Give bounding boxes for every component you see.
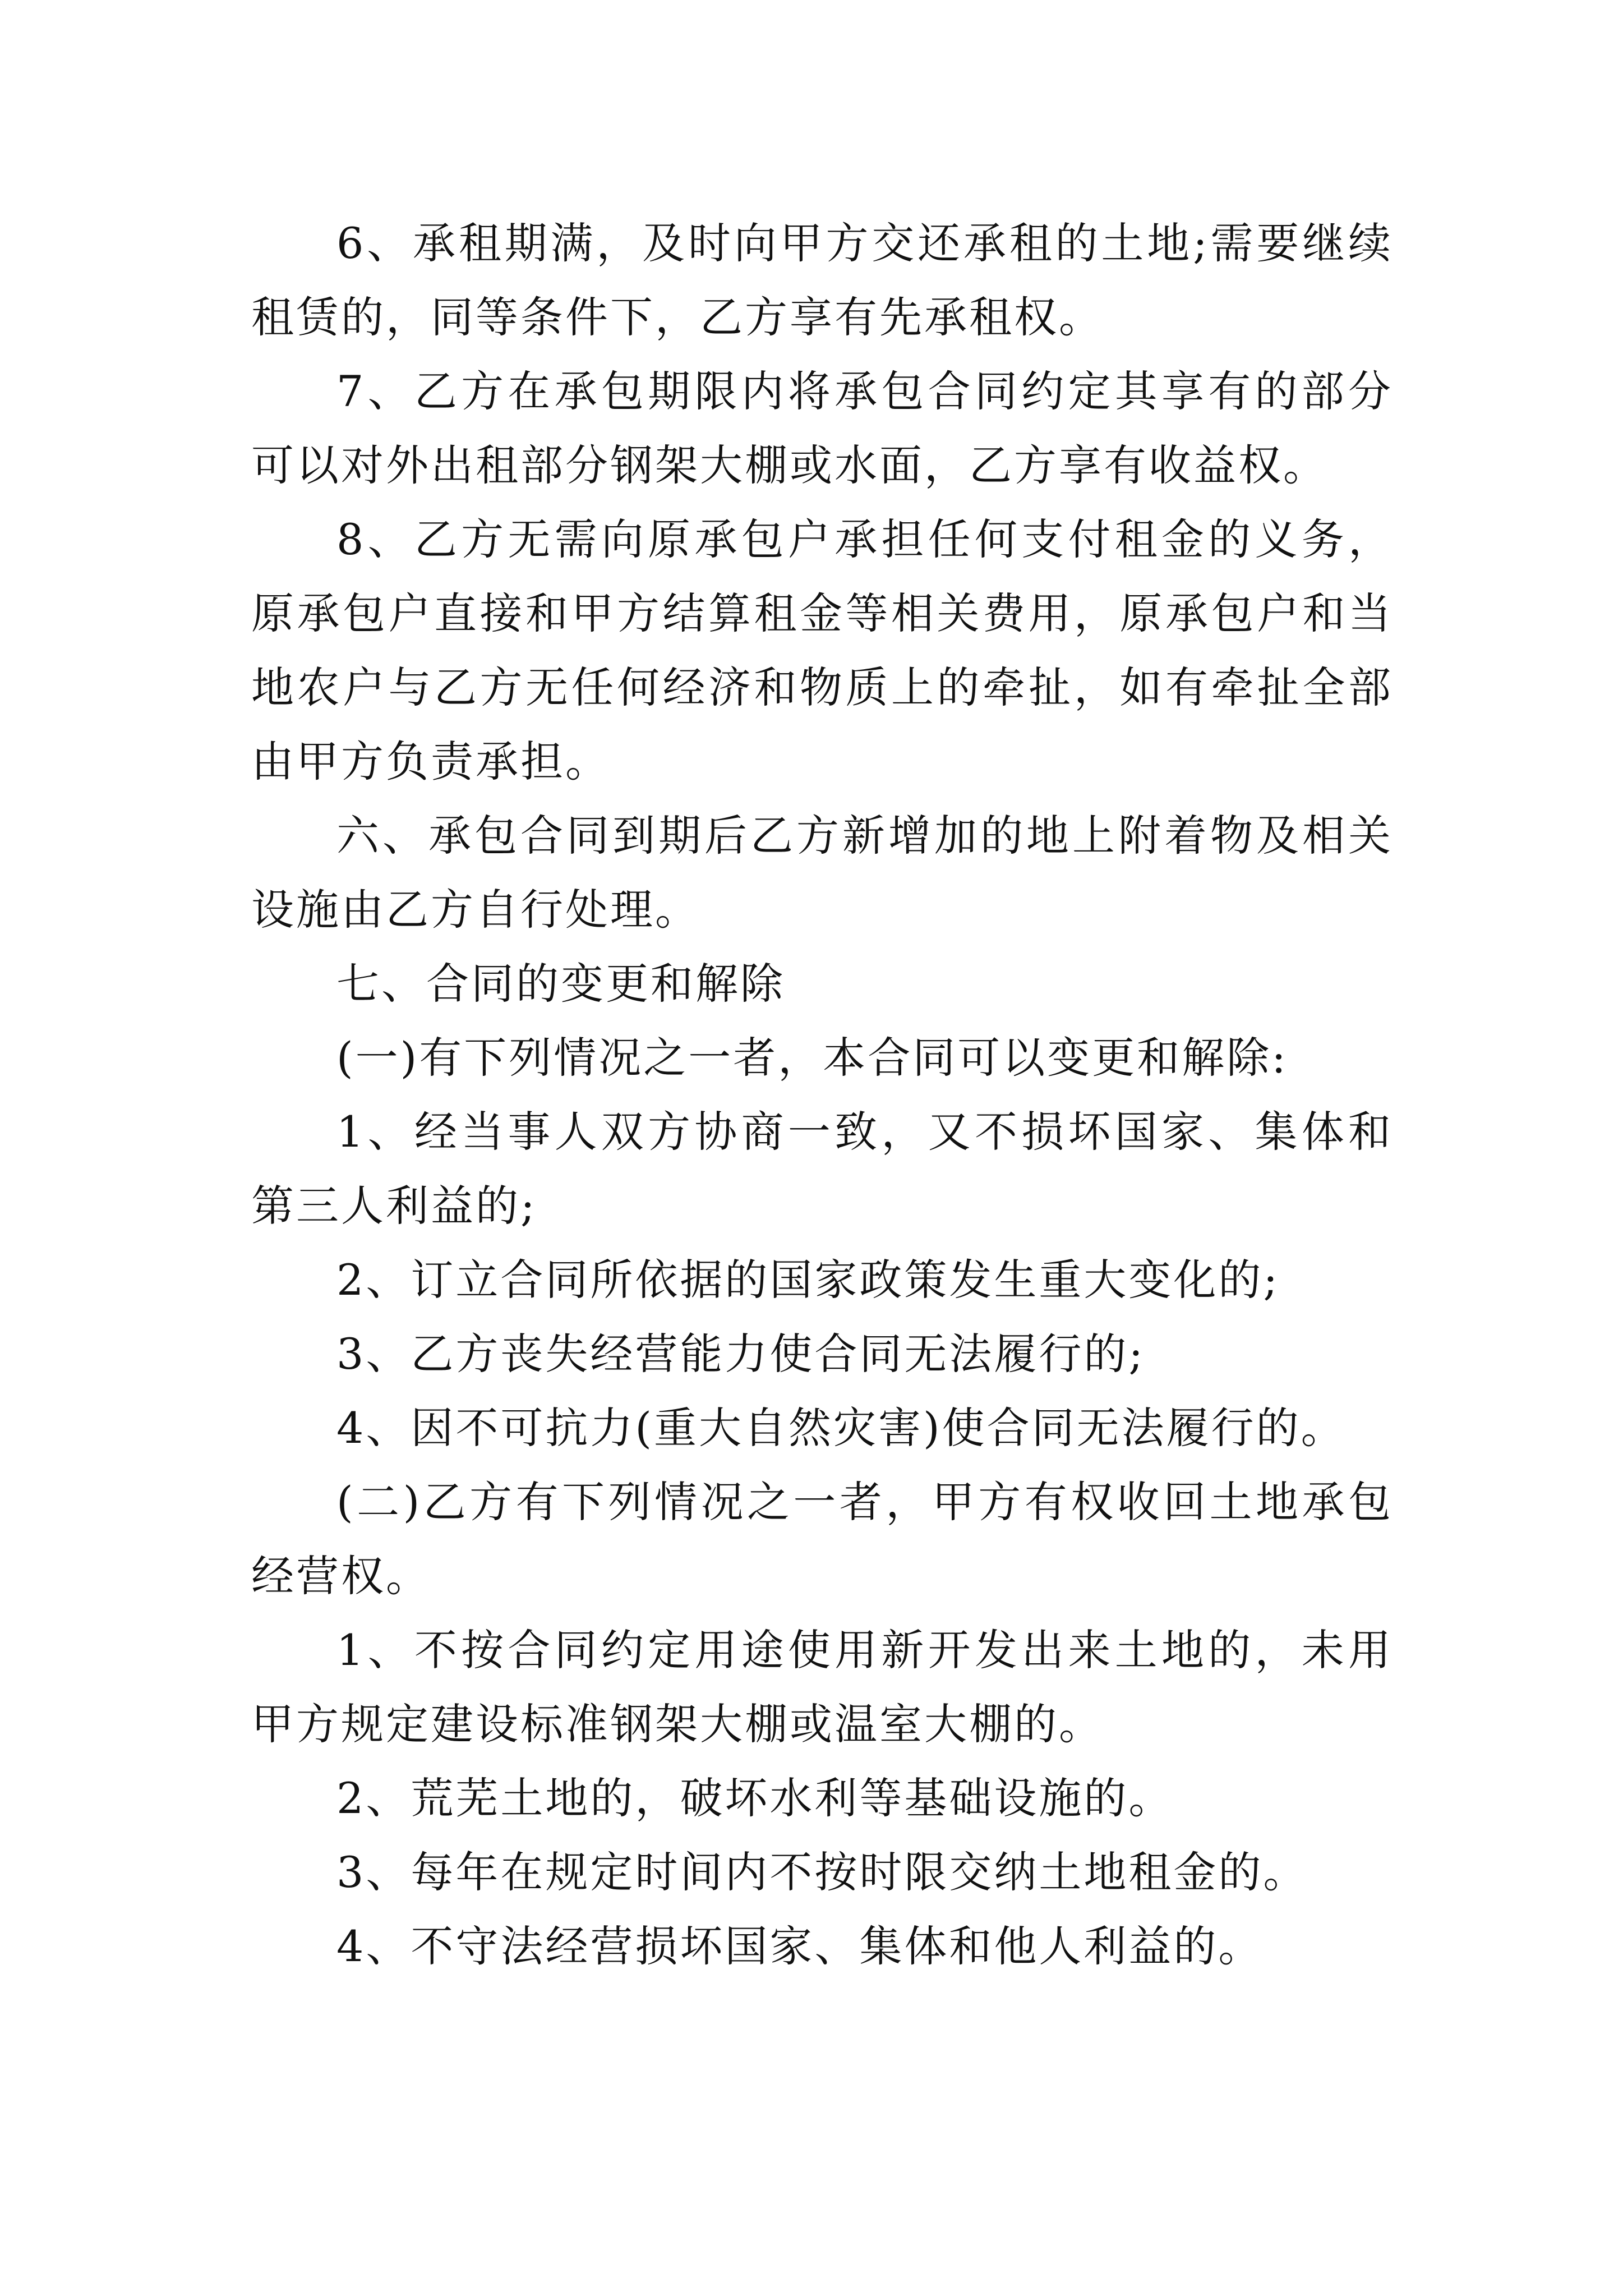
list-item-revoke-3: 3、每年在规定时间内不按时限交纳土地租金的。 <box>336 1847 1308 1897</box>
paragraph-section-6: 六、承包合同到期后乙方新增加的地上附着物及相关设施由乙方自行处理。 <box>251 811 1393 935</box>
list-item-change-1: 1、经当事人双方协商一致，又不损坏国家、集体和第三人利益的; <box>251 1107 1393 1231</box>
document-body <box>251 206 1393 1984</box>
paragraph-clause-8: 8、乙方无需向原承包户承担任何支付租金的义务，原承包户直接和甲方结算租金等相关费用，原承包户和当地农户与乙方无任何经济和物质上的牵扯，如有牵扯全部由甲方负责承担。 <box>251 514 1393 786</box>
section-heading-7: 七、合同的变更和解除 <box>336 959 785 1009</box>
subsection-heading-2: (二)乙方有下列情况之一者，甲方有权收回土地承包经营权。 <box>251 1477 1393 1601</box>
list-item-change-3: 3、乙方丧失经营能力使合同无法履行的; <box>336 1329 1145 1379</box>
paragraph-clause-6: 6、承租期满，及时向甲方交还承租的土地;需要继续租赁的，同等条件下，乙方享有先承租权。 <box>251 218 1393 342</box>
list-item-revoke-1: 1、不按合同约定用途使用新开发出来土地的，未用甲方规定建设标准钢架大棚或温室大棚的。 <box>251 1625 1393 1749</box>
list-item-change-4: 4、因不可抗力(重大自然灾害)使合同无法履行的。 <box>336 1403 1346 1453</box>
list-item-revoke-4: 4、不守法经营损坏国家、集体和他人利益的。 <box>336 1921 1264 1971</box>
list-item-revoke-2: 2、荒芜土地的，破坏水利等基础设施的。 <box>336 1773 1174 1823</box>
list-item-change-2: 2、订立合同所依据的国家政策发生重大变化的; <box>336 1255 1280 1305</box>
paragraph-clause-7: 7、乙方在承包期限内将承包合同约定其享有的部分可以对外出租部分钢架大棚或水面，乙方享有收益权。 <box>251 366 1393 490</box>
subsection-heading-1: (一)有下列情况之一者，本合同可以变更和解除: <box>336 1033 1288 1083</box>
